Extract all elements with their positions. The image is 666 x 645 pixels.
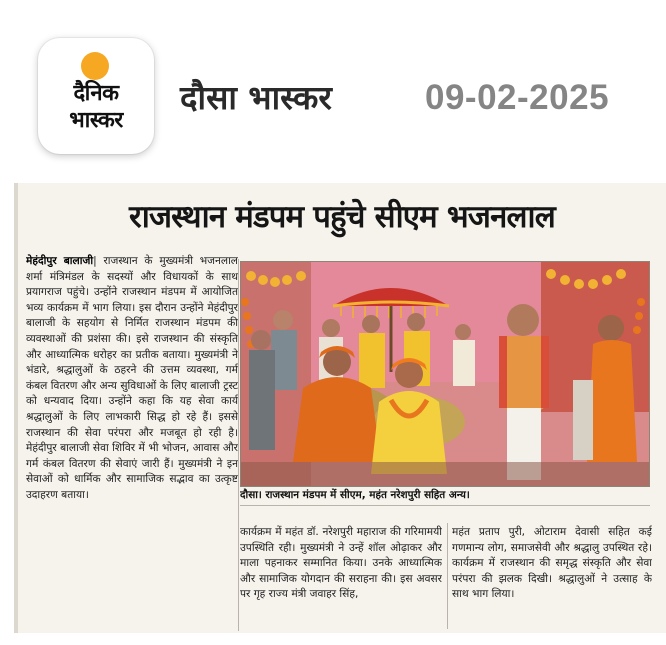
article-body-middle: कार्यक्रम में महंत डॉ. नरेशपुरी महाराज की गरिमामयी उपस्थिति रही। मुख्यमंत्री ने उन्हें शॉल ओढ़ाकर और माला पहनाकर सम्मानित किया। उनके आध्यात्मिक और सामाजिक योगदान की सराहना की। इस अवसर पर गृह राज्य मंत्री जवाहर सिंह, bbox=[240, 526, 442, 601]
news-clipping bbox=[14, 183, 666, 633]
sun-icon bbox=[81, 52, 109, 80]
app-header bbox=[0, 0, 666, 176]
dainik-bhaskar-logo bbox=[38, 38, 154, 154]
article-paragraph-left bbox=[26, 254, 238, 504]
caption-divider bbox=[240, 505, 650, 506]
article-dateline: मेहंदीपुर बालाजी bbox=[26, 255, 94, 267]
logo-text-line2: भास्कर bbox=[69, 108, 123, 133]
edition-date: 09-02-2025 bbox=[425, 78, 610, 117]
event-photo-illustration bbox=[241, 262, 650, 487]
article-column-middle bbox=[240, 525, 442, 629]
article-column-right bbox=[452, 525, 652, 629]
column-divider bbox=[238, 259, 239, 631]
article-body-right: महंत प्रताप पुरी, ओटाराम देवासी सहित कई गणमान्य लोग, समाजसेवी और श्रद्धालु उपस्थित रहे। कार्यक्रम में राजस्थान की समृद्ध संस्कृति और सेवा परंपरा की झलक दिखी। श्रद्धालुओं ने उत्साह के साथ भाग लिया। bbox=[452, 526, 652, 601]
article-body-left: राजस्थान के मुख्यमंत्री भजनलाल शर्मा मंत्रिमंडल के सदस्यों और विधायकों के साथ प्रयागराज पहुंचे। उन्होंने राजस्थान मंडपम में आयोजित भव्य कार्यक्रम में भाग लिया। इस दौरान उन्होंने मेहंदीपुर बालाजी के सहयोग से निर्मित राजस्थान मंडपम की व्यवस्थाओं की प्रशंसा की। इसे राजस्थान की संस्कृति और आध्यात्मिक धरोहर का प्रतीक बताया। मुख्यमंत्री ने भंडारे, श्रद्धालुओं के ठहरने की उत्तम व्यवस्था, गर्म कंबल वितरण और अन्य सुविधाओं के लिए बालाजी ट्रस्ट को धन्यवाद दिया। उन्होंने कहा कि यह सेवा कार्य श्रद्धालुओं के लिए लाभकारी सिद्ध हो रहे हैं। इससे राजस्थान की सेवा परंपरा और मजबूत हो रही है। मेहंदीपुर बालाजी सेवा शिविर में भी भोजन, आवास और गर्म कंबल वितरण की सेवाएं जारी हैं। मुख्यमंत्री ने इन सेवाओं को धार्मिक और सामाजिक सद्भाव का उत्कृष्ट उदाहरण बताया। bbox=[26, 255, 238, 501]
column-divider bbox=[447, 523, 448, 629]
clipping-edge bbox=[14, 183, 18, 633]
photo-caption: दौसा। राजस्थान मंडपम में सीएम, महंत नरेशपुरी सहित अन्य। bbox=[240, 489, 470, 501]
article-column-left bbox=[26, 254, 238, 628]
article-headline: राजस्थान मंडपम पहुंचे सीएम भजनलाल bbox=[129, 199, 555, 235]
news-photo bbox=[240, 261, 650, 487]
logo-text-line1: दैनिक bbox=[73, 81, 119, 106]
dateline-separator: | bbox=[93, 255, 104, 267]
edition-title: दौसा भास्कर bbox=[180, 78, 332, 117]
